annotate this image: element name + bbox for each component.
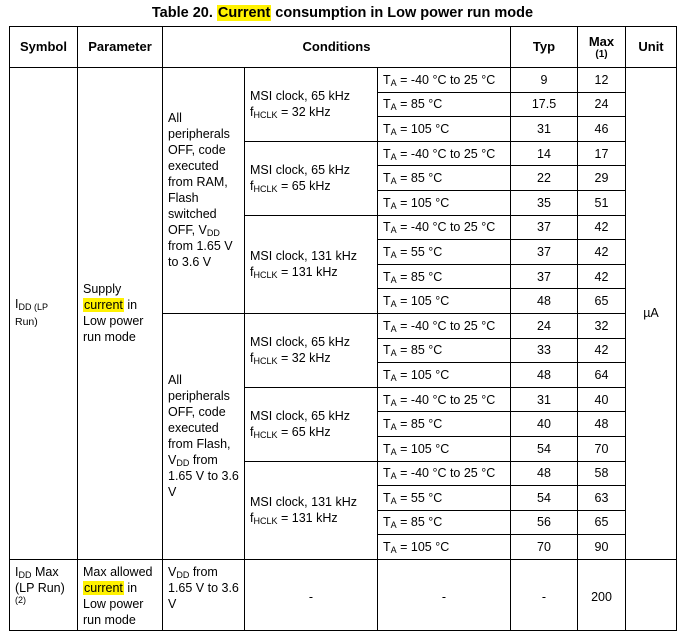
search-highlight: current <box>84 298 123 313</box>
temperature-cell: $T_A = 85$ °C <box>378 412 511 437</box>
current-consumption-table <box>9 26 677 631</box>
typ-value: 37 <box>511 264 578 289</box>
temperature-cell: $T_A = 55$ °C <box>378 240 511 265</box>
clock-condition: - <box>245 559 378 630</box>
max-value: 40 <box>578 387 626 412</box>
clock-condition: MSI clock, 65 kHz $f_{HCLK} = 32$ kHz <box>245 68 378 142</box>
temperature-cell: $T_A = 85$ °C <box>378 166 511 191</box>
temperature-cell: $T_A = -40$ °C to 25 °C <box>378 68 511 93</box>
typ-value: 37 <box>511 215 578 240</box>
header-row <box>10 27 677 68</box>
temperature-cell: $T_A = 105$ °C <box>378 117 511 142</box>
temperature-cell: - <box>378 559 511 630</box>
condition-group-ram: All peripherals OFF, code executed from RAM, Flash switched OFF, $V_{DD}$ from 1.65 V to 3.6 V <box>163 68 245 314</box>
max-value: 29 <box>578 166 626 191</box>
temperature-cell: $T_A = -40$ °C to 25 °C <box>378 215 511 240</box>
typ-value: 48 <box>511 289 578 314</box>
temperature-cell: $T_A = -40$ °C to 25 °C <box>378 141 511 166</box>
max-value: 12 <box>578 68 626 93</box>
table-caption: Table 20. Current consumption in Low power run mode <box>151 5 534 21</box>
clock-condition: MSI clock, 131 kHz $f_{HCLK} = 131$ kHz <box>245 461 378 559</box>
typ-value: 24 <box>511 313 578 338</box>
max-value: 17 <box>578 141 626 166</box>
typ-value: 48 <box>511 461 578 486</box>
temperature-cell: $T_A = 85$ °C <box>378 264 511 289</box>
typ-value: 40 <box>511 412 578 437</box>
max-value: 65 <box>578 289 626 314</box>
typ-value: 54 <box>511 486 578 511</box>
max-value: 42 <box>578 264 626 289</box>
condition-vdd-range: $V_{DD}$ from 1.65 V to 3.6 V <box>163 559 245 630</box>
clock-condition: MSI clock, 65 kHz $f_{HCLK} = 65$ kHz <box>245 387 378 461</box>
header-symbol: Symbol <box>10 27 78 68</box>
symbol-idd-lp-run: $I_{DD (LP}$ Run) <box>10 68 78 560</box>
typ-value: 35 <box>511 190 578 215</box>
header-conditions: Conditions <box>163 27 511 68</box>
header-max: Max (1) <box>578 27 626 68</box>
max-value: 64 <box>578 363 626 388</box>
max-value: 65 <box>578 510 626 535</box>
clock-condition: MSI clock, 65 kHz $f_{HCLK} = 65$ kHz <box>245 141 378 215</box>
max-value: 24 <box>578 92 626 117</box>
max-value: 70 <box>578 436 626 461</box>
typ-value: - <box>511 559 578 630</box>
unit-cell: µA <box>626 68 677 560</box>
symbol-idd-max: $I_{DD}$ Max (LP Run)$^{(2)}$ <box>10 559 78 630</box>
temperature-cell: $T_A = -40$ °C to 25 °C <box>378 461 511 486</box>
temperature-cell: $T_A = 55$ °C <box>378 486 511 511</box>
typ-value: 22 <box>511 166 578 191</box>
max-value: 63 <box>578 486 626 511</box>
temperature-cell: $T_A = -40$ °C to 25 °C <box>378 313 511 338</box>
typ-value: 54 <box>511 436 578 461</box>
table-row <box>10 559 677 630</box>
typ-value: 9 <box>511 68 578 93</box>
max-value: 200 <box>578 559 626 630</box>
typ-value: 17.5 <box>511 92 578 117</box>
temperature-cell: $T_A = 105$ °C <box>378 190 511 215</box>
temperature-cell: $T_A = 85$ °C <box>378 338 511 363</box>
temperature-cell: $T_A = 105$ °C <box>378 436 511 461</box>
typ-value: 70 <box>511 535 578 560</box>
max-value: 48 <box>578 412 626 437</box>
typ-value: 14 <box>511 141 578 166</box>
unit-cell <box>626 559 677 630</box>
search-highlight: Current <box>217 5 271 21</box>
max-value: 42 <box>578 338 626 363</box>
temperature-cell: $T_A = 85$ °C <box>378 92 511 117</box>
max-value: 32 <box>578 313 626 338</box>
max-value: 42 <box>578 240 626 265</box>
header-typ: Typ <box>511 27 578 68</box>
table-row <box>10 68 677 93</box>
max-value: 58 <box>578 461 626 486</box>
clock-condition: MSI clock, 65 kHz $f_{HCLK} = 32$ kHz <box>245 313 378 387</box>
typ-value: 31 <box>511 117 578 142</box>
temperature-cell: $T_A = -40$ °C to 25 °C <box>378 387 511 412</box>
typ-value: 31 <box>511 387 578 412</box>
typ-value: 56 <box>511 510 578 535</box>
temperature-cell: $T_A = 105$ °C <box>378 289 511 314</box>
max-value: 42 <box>578 215 626 240</box>
typ-value: 33 <box>511 338 578 363</box>
max-value: 46 <box>578 117 626 142</box>
temperature-cell: $T_A = 85$ °C <box>378 510 511 535</box>
typ-value: 37 <box>511 240 578 265</box>
search-highlight: current <box>84 580 123 595</box>
header-unit: Unit <box>626 27 677 68</box>
temperature-cell: $T_A = 105$ °C <box>378 363 511 388</box>
temperature-cell: $T_A = 105$ °C <box>378 535 511 560</box>
max-value: 51 <box>578 190 626 215</box>
parameter-supply-current: Supply current in Low power run mode <box>78 68 163 560</box>
max-value: 90 <box>578 535 626 560</box>
parameter-max-current: Max allowed current in Low power run mode <box>78 559 163 630</box>
clock-condition: MSI clock, 131 kHz $f_{HCLK} = 131$ kHz <box>245 215 378 313</box>
header-parameter: Parameter <box>78 27 163 68</box>
typ-value: 48 <box>511 363 578 388</box>
condition-group-flash: All peripherals OFF, code executed from Flash, $V_{DD}$ from 1.65 V to 3.6 V <box>163 313 245 559</box>
